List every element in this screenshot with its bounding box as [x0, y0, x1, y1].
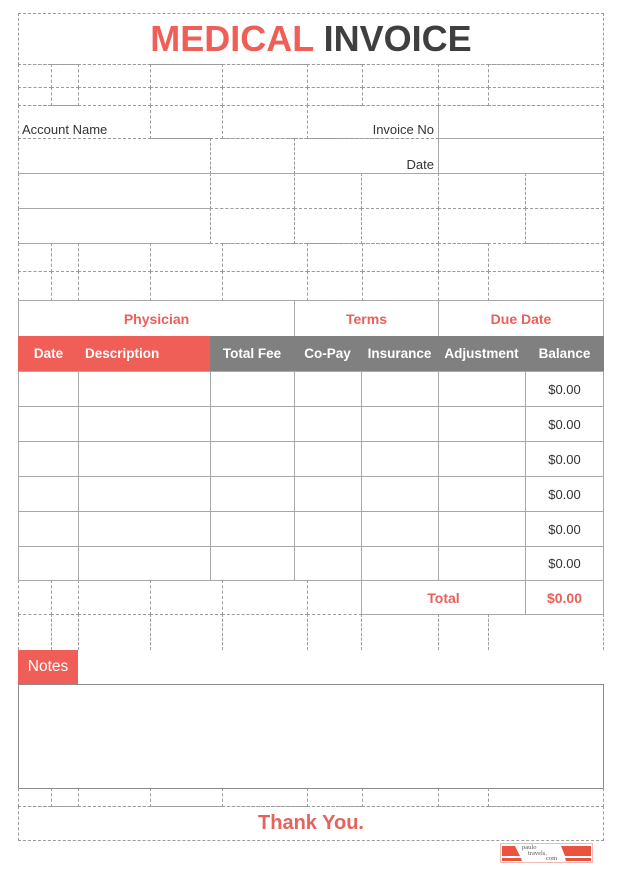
grid-cell [294, 173, 362, 209]
cell-description[interactable] [78, 371, 211, 407]
cell-balance[interactable] [525, 406, 604, 442]
grid-cell [150, 243, 223, 272]
column-header-adjustment [438, 336, 526, 371]
grid-cell [294, 208, 362, 244]
grid-cell [362, 788, 439, 807]
grid-cell [18, 64, 52, 88]
column-header-label: Insurance [367, 346, 432, 361]
cell-co-pay[interactable] [294, 476, 362, 512]
cell-total-fee[interactable] [210, 546, 295, 581]
address-field[interactable] [18, 138, 211, 174]
column-header-label: Date [33, 346, 64, 361]
notes-label: Notes [27, 658, 69, 675]
terms-header [294, 300, 439, 337]
cell-date[interactable] [18, 441, 79, 477]
grid-cell [222, 580, 308, 615]
grid-cell [18, 614, 52, 650]
cell-total-fee[interactable] [210, 476, 295, 512]
cell-balance[interactable] [525, 476, 604, 512]
column-header-label: Adjustment [444, 346, 519, 361]
grid-cell [18, 243, 52, 272]
cell-date[interactable] [18, 476, 79, 512]
cell-description[interactable] [78, 476, 211, 512]
grid-cell [51, 614, 79, 650]
cell-balance[interactable] [525, 441, 604, 477]
cell-insurance[interactable] [361, 371, 439, 407]
grid-cell [438, 208, 526, 244]
grid-cell [438, 87, 489, 106]
grid-cell [150, 614, 223, 650]
grid-cell [222, 788, 308, 807]
grid-cell [150, 64, 223, 88]
title-medical: MEDICAL [150, 18, 314, 59]
grid-cell [18, 580, 52, 615]
grid-cell [78, 580, 151, 615]
cell-date[interactable] [18, 546, 79, 581]
cell-total-fee[interactable] [210, 511, 295, 547]
cell-insurance[interactable] [361, 476, 439, 512]
account-name-label-cell [18, 105, 151, 139]
total-label: Total [427, 589, 460, 606]
cell-adjustment[interactable] [438, 371, 526, 407]
grid-cell [150, 87, 223, 106]
grid-cell [18, 271, 52, 301]
cell-description[interactable] [78, 441, 211, 477]
cell-adjustment[interactable] [438, 546, 526, 581]
balance-value: $0.00 [548, 486, 581, 502]
divider [18, 173, 604, 174]
grid-cell [222, 271, 308, 301]
grid-cell [222, 614, 308, 650]
thank-you-text: Thank You. [258, 812, 364, 834]
logo-text-line1: paulo [522, 844, 537, 851]
column-header-date [18, 336, 79, 371]
grid-cell [362, 64, 439, 88]
grid-cell [361, 208, 439, 244]
grid-cell [488, 64, 604, 88]
date-field[interactable] [438, 138, 604, 174]
grid-cell [307, 788, 363, 807]
divider [18, 208, 211, 209]
grid-cell [222, 64, 308, 88]
cell-insurance[interactable] [361, 406, 439, 442]
grid-cell [222, 87, 308, 106]
cell-total-fee[interactable] [210, 441, 295, 477]
title-invoice: INVOICE [323, 18, 472, 59]
column-header-label: Total Fee [222, 346, 282, 361]
grid-cell [438, 271, 489, 301]
cell-description[interactable] [78, 546, 211, 581]
grid-cell [307, 87, 363, 106]
balance-value: $0.00 [548, 381, 581, 397]
physician-label: Physician [123, 310, 190, 327]
invoice-no-label-cell [307, 105, 439, 139]
column-header-co-pay [294, 336, 362, 371]
divider [18, 580, 362, 581]
grid-cell [150, 788, 223, 807]
cell-co-pay[interactable] [294, 406, 362, 442]
title-cell [18, 13, 604, 65]
grid-cell [78, 87, 151, 106]
balance-value: $0.00 [548, 556, 581, 571]
cell-insurance[interactable] [361, 441, 439, 477]
cell-description[interactable] [78, 406, 211, 442]
notes-tab [18, 650, 78, 684]
invoice-no-field[interactable] [438, 105, 604, 139]
column-header-total-fee [210, 336, 295, 371]
cell-description[interactable] [78, 511, 211, 547]
column-header-label: Description [85, 346, 160, 361]
balance-value: $0.00 [548, 416, 581, 432]
cell-balance[interactable] [525, 511, 604, 547]
cell-date[interactable] [18, 406, 79, 442]
grid-cell [18, 87, 52, 106]
grid-cell [18, 788, 52, 807]
cell-insurance[interactable] [361, 511, 439, 547]
cell-co-pay[interactable] [294, 371, 362, 407]
grid-cell [438, 788, 489, 807]
thank-you-cell [18, 806, 604, 841]
grid-cell [78, 64, 151, 88]
total-label-cell [361, 580, 526, 615]
grid-cell [525, 208, 604, 244]
grid-cell [222, 243, 308, 272]
grid-cell [362, 271, 439, 301]
column-header-description [85, 336, 205, 371]
grid-cell [150, 580, 223, 615]
grid-cell [362, 243, 439, 272]
cell-co-pay[interactable] [294, 441, 362, 477]
grid-cell [51, 788, 79, 807]
address-field[interactable] [18, 173, 211, 209]
column-header-insurance [361, 336, 439, 371]
grid-cell [210, 173, 295, 209]
date-label: Date [406, 157, 434, 172]
grid-cell [150, 271, 223, 301]
column-header-balance [525, 336, 604, 371]
cell-total-fee[interactable] [210, 371, 295, 407]
logo-text-line2: travels. [528, 850, 547, 857]
address-field[interactable] [18, 208, 211, 244]
cell-date[interactable] [18, 511, 79, 547]
cell-balance[interactable] [525, 371, 604, 407]
cell-adjustment[interactable] [438, 476, 526, 512]
grid-cell [438, 243, 489, 272]
logo [500, 843, 593, 863]
grid-cell [78, 271, 151, 301]
grid-cell [488, 614, 604, 650]
grid-cell [78, 788, 151, 807]
grid-cell [488, 788, 604, 807]
due-date-label: Due Date [490, 310, 552, 327]
grid-cell [307, 243, 363, 272]
physician-header [18, 300, 295, 337]
grid-cell [307, 64, 363, 88]
grid-cell [210, 138, 295, 174]
grid-cell [51, 271, 79, 301]
grid-cell [51, 580, 79, 615]
grid-cell [525, 173, 604, 209]
grid-cell [51, 87, 79, 106]
grid-cell [362, 87, 439, 106]
grid-cell [488, 87, 604, 106]
grid-cell [361, 173, 439, 209]
grid-cell [51, 243, 79, 272]
cell-total-fee[interactable] [210, 406, 295, 442]
notes-textarea[interactable] [18, 684, 604, 789]
cell-balance[interactable] [525, 546, 604, 581]
column-header-label: Co-Pay [304, 346, 351, 361]
cell-insurance[interactable] [361, 546, 439, 581]
grid-cell [210, 208, 295, 244]
cell-adjustment[interactable] [438, 406, 526, 442]
grid-cell [51, 64, 79, 88]
grid-cell [438, 614, 489, 650]
grid-cell [361, 614, 439, 650]
cell-co-pay[interactable] [294, 511, 362, 547]
invoice-no-label: Invoice No [372, 122, 434, 137]
logo-text-line3: com [546, 855, 558, 862]
terms-label: Terms [346, 310, 387, 327]
total-value: $0.00 [546, 589, 583, 606]
grid-cell [307, 271, 363, 301]
grid-cell [78, 614, 151, 650]
grid-cell [78, 243, 151, 272]
account-name-field[interactable] [150, 105, 223, 139]
cell-co-pay[interactable] [294, 546, 362, 581]
column-header-label: Balance [538, 346, 591, 361]
balance-value: $0.00 [548, 521, 581, 537]
grid-cell [438, 173, 526, 209]
grid-cell [488, 271, 604, 301]
cell-date[interactable] [18, 371, 79, 407]
grid-cell [222, 105, 308, 139]
cell-adjustment[interactable] [438, 441, 526, 477]
grid-cell [307, 614, 362, 650]
date-label-cell [294, 138, 439, 174]
grid-cell [307, 580, 362, 615]
grid-cell [488, 243, 604, 272]
due-date-header [438, 300, 604, 337]
account-name-label: Account Name [22, 122, 108, 137]
grid-cell [438, 64, 489, 88]
balance-value: $0.00 [548, 451, 581, 467]
page-title [150, 18, 471, 60]
total-value-cell [525, 580, 604, 615]
cell-adjustment[interactable] [438, 511, 526, 547]
